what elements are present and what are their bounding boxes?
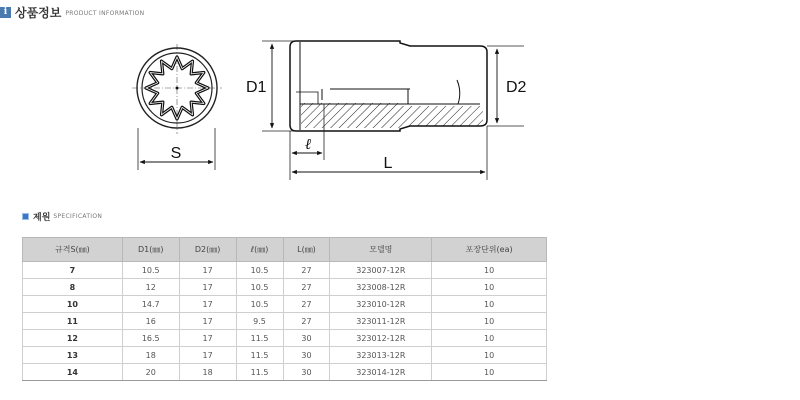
table-cell: 27: [283, 279, 330, 296]
table-cell: 10: [432, 364, 547, 381]
table-cell: 16.5: [122, 330, 179, 347]
spec-column-header: ℓ(㎜): [236, 238, 283, 262]
table-cell: 323013-12R: [330, 347, 432, 364]
table-cell: 30: [283, 364, 330, 381]
table-cell: 17: [179, 313, 236, 330]
table-cell: 30: [283, 347, 330, 364]
table-cell: 17: [179, 296, 236, 313]
table-cell: 323007-12R: [330, 262, 432, 279]
table-cell: 11: [23, 313, 123, 330]
table-cell: 14: [23, 364, 123, 381]
table-cell: 10.5: [236, 279, 283, 296]
spec-subtitle: SPECIFICATION: [53, 213, 103, 220]
dim-d2-label: D2: [506, 79, 527, 96]
square-bullet-icon: [22, 213, 29, 220]
table-cell: 13: [23, 347, 123, 364]
table-cell: 323014-12R: [330, 364, 432, 381]
table-cell: 18: [122, 347, 179, 364]
table-cell: 16: [122, 313, 179, 330]
dim-d1-label: D1: [246, 79, 267, 96]
table-cell: 18: [179, 364, 236, 381]
table-cell: 10: [23, 296, 123, 313]
table-cell: 30: [283, 330, 330, 347]
table-cell: 17: [179, 262, 236, 279]
table-cell: 10: [432, 347, 547, 364]
table-cell: 20: [122, 364, 179, 381]
spec-column-header: D1(㎜): [122, 238, 179, 262]
table-cell: 7: [23, 262, 123, 279]
spec-column-header: 규격S(㎜): [23, 238, 123, 262]
spec-column-header: L(㎜): [283, 238, 330, 262]
spec-column-header: D2(㎜): [179, 238, 236, 262]
table-cell: 10: [432, 296, 547, 313]
table-cell: 27: [283, 313, 330, 330]
table-cell: 323012-12R: [330, 330, 432, 347]
table-row: [23, 313, 547, 330]
table-cell: 323010-12R: [330, 296, 432, 313]
table-cell: 8: [23, 279, 123, 296]
table-cell: 27: [283, 296, 330, 313]
table-cell: 12: [23, 330, 123, 347]
table-cell: 12: [122, 279, 179, 296]
table-cell: 11.5: [236, 364, 283, 381]
table-cell: 10: [432, 262, 547, 279]
table-row: [23, 330, 547, 347]
table-row: [23, 279, 547, 296]
table-cell: 10: [432, 313, 547, 330]
table-cell: 10.5: [122, 262, 179, 279]
table-cell: 10: [432, 279, 547, 296]
table-cell: 17: [179, 279, 236, 296]
spec-header: [22, 210, 102, 223]
table-cell: 17: [179, 347, 236, 364]
product-info-title: 상품정보: [15, 5, 62, 20]
spec-table: [22, 237, 547, 381]
table-cell: 323008-12R: [330, 279, 432, 296]
table-cell: 27: [283, 262, 330, 279]
table-cell: 11.5: [236, 330, 283, 347]
table-cell: 10: [432, 330, 547, 347]
table-cell: 11.5: [236, 347, 283, 364]
table-cell: 17: [179, 330, 236, 347]
table-row: [23, 296, 547, 313]
product-info-subtitle: PRODUCT INFORMATION: [65, 9, 145, 17]
dim-l-label: L: [383, 155, 393, 172]
table-row: [23, 347, 547, 364]
spec-column-header: 모델명: [330, 238, 432, 262]
spec-title: 제원: [33, 213, 51, 223]
table-cell: 14.7: [122, 296, 179, 313]
table-cell: 10.5: [236, 262, 283, 279]
table-cell: 10.5: [236, 296, 283, 313]
info-icon: i: [0, 7, 11, 18]
spec-column-header: 포장단위(ea): [432, 238, 547, 262]
table-cell: 323011-12R: [330, 313, 432, 330]
dim-s-label: S: [170, 145, 182, 162]
table-row: [23, 262, 547, 279]
socket-side-view: [290, 41, 487, 131]
table-cell: 9.5: [236, 313, 283, 330]
spec-header-row: [23, 238, 547, 262]
table-row: [23, 364, 547, 381]
socket-end-view: [132, 44, 222, 134]
dim-l-small-label: ℓ: [304, 135, 312, 153]
